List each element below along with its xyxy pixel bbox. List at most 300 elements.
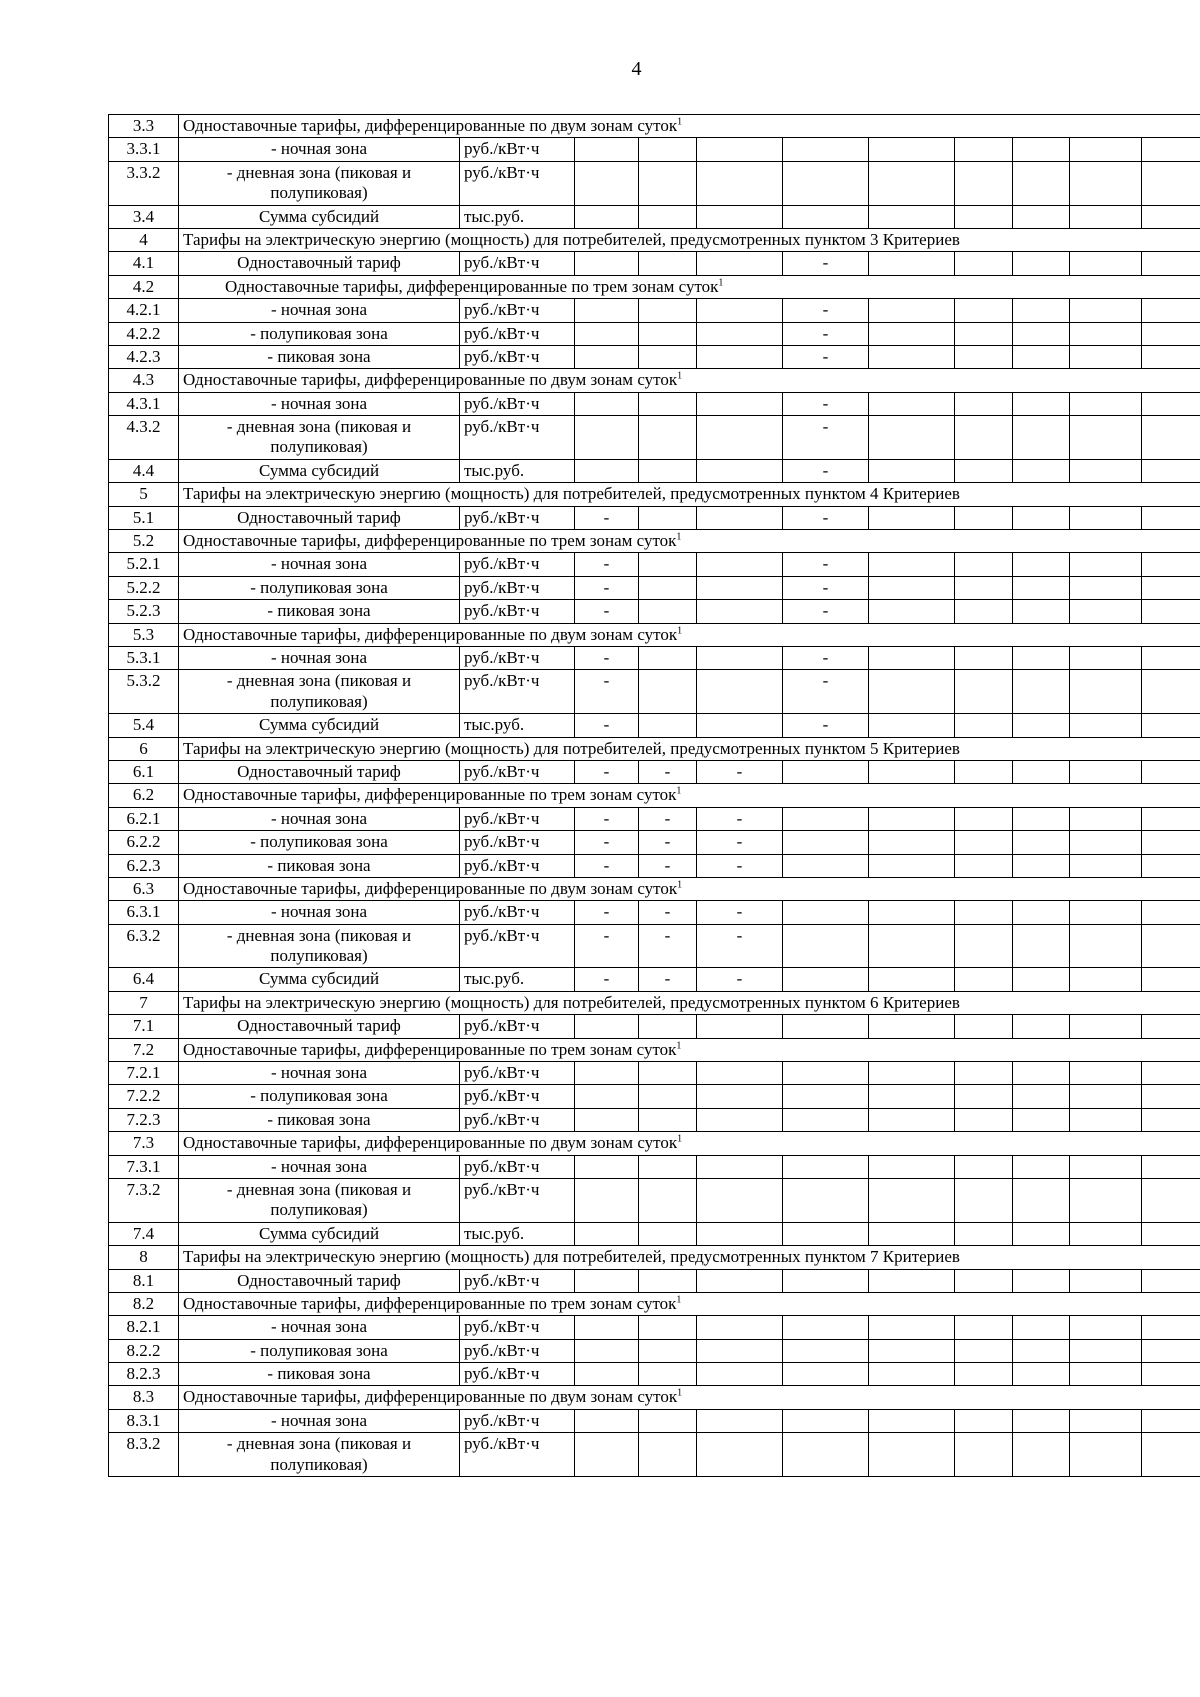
value-cell xyxy=(1013,968,1070,991)
value-cell xyxy=(1013,1433,1070,1477)
row-name: - полупиковая зона xyxy=(179,322,460,345)
value-cell xyxy=(783,831,869,854)
row-unit: руб./кВт·ч xyxy=(460,1155,575,1178)
value-cell: - xyxy=(783,459,869,482)
value-cell xyxy=(697,506,783,529)
row-name: - ночная зона xyxy=(179,553,460,576)
table-row xyxy=(109,600,1200,623)
value-cell xyxy=(955,807,1013,830)
value-cell xyxy=(1013,576,1070,599)
row-unit: руб./кВт·ч xyxy=(460,901,575,924)
value-cell xyxy=(697,392,783,415)
value-cell: - xyxy=(575,600,639,623)
value-cell xyxy=(1013,161,1070,205)
value-cell xyxy=(955,831,1013,854)
value-cell: - xyxy=(575,506,639,529)
value-cell xyxy=(1070,138,1142,161)
value-cell xyxy=(1070,345,1142,368)
value-cell xyxy=(575,1222,639,1245)
row-number: 4.3.2 xyxy=(109,416,179,460)
row-number: 7.3 xyxy=(109,1132,179,1155)
table-row xyxy=(109,1062,1200,1085)
value-cell xyxy=(697,138,783,161)
value-cell xyxy=(1070,1363,1142,1386)
table-row xyxy=(109,1178,1200,1222)
value-cell xyxy=(783,1433,869,1477)
value-cell xyxy=(639,1316,697,1339)
row-number: 6.3.2 xyxy=(109,924,179,968)
value-cell xyxy=(575,392,639,415)
value-cell xyxy=(575,416,639,460)
row-name: - ночная зона xyxy=(179,392,460,415)
value-cell xyxy=(1013,1269,1070,1292)
value-cell xyxy=(1070,831,1142,854)
value-cell xyxy=(955,968,1013,991)
section-heading-row xyxy=(109,1132,1200,1155)
value-cell xyxy=(783,1015,869,1038)
value-cell xyxy=(869,1222,955,1245)
row-number: 8.3 xyxy=(109,1386,179,1409)
table-row xyxy=(109,646,1200,669)
value-cell xyxy=(1070,854,1142,877)
value-cell xyxy=(575,205,639,228)
value-cell xyxy=(955,553,1013,576)
value-cell xyxy=(639,299,697,322)
value-cell xyxy=(575,252,639,275)
section-heading xyxy=(179,369,1200,392)
value-cell xyxy=(1142,1339,1200,1362)
row-name: Одноставочный тариф xyxy=(179,506,460,529)
section-heading-row xyxy=(109,991,1200,1014)
value-cell xyxy=(697,322,783,345)
row-number: 3.3.1 xyxy=(109,138,179,161)
row-name: Одноставочный тариф xyxy=(179,1269,460,1292)
value-cell xyxy=(1070,901,1142,924)
value-cell xyxy=(639,322,697,345)
value-cell xyxy=(1142,205,1200,228)
row-number: 7.3.2 xyxy=(109,1178,179,1222)
value-cell: - xyxy=(575,576,639,599)
row-unit: руб./кВт·ч xyxy=(460,392,575,415)
value-cell xyxy=(1013,807,1070,830)
section-heading-text: Одноставочные тарифы, дифференцированные по трем зонам суток xyxy=(225,276,719,296)
section-heading-text: Одноставочные тарифы, дифференцированные по трем зонам суток xyxy=(183,1039,677,1059)
value-cell xyxy=(783,1085,869,1108)
table-row xyxy=(109,416,1200,460)
value-cell xyxy=(697,1015,783,1038)
value-cell xyxy=(697,1155,783,1178)
row-unit: руб./кВт·ч xyxy=(460,1015,575,1038)
section-heading xyxy=(179,623,1200,646)
value-cell xyxy=(869,1085,955,1108)
value-cell xyxy=(955,1178,1013,1222)
section-heading-text: Одноставочные тарифы, дифференцированные по двум зонам суток xyxy=(183,1387,678,1407)
section-heading-text: Тарифы на электрическую энергию (мощность) для потребителей, предусмотренных пунктом 3 Критериев xyxy=(183,229,960,249)
value-cell xyxy=(869,901,955,924)
row-number: 7.3.1 xyxy=(109,1155,179,1178)
section-heading xyxy=(179,115,1200,138)
row-unit: тыс.руб. xyxy=(460,968,575,991)
footnote-mark: 1 xyxy=(677,1133,683,1145)
value-cell xyxy=(639,646,697,669)
tariff-table-body xyxy=(109,115,1200,1477)
value-cell xyxy=(955,576,1013,599)
footnote-mark: 1 xyxy=(677,624,683,636)
value-cell xyxy=(1013,760,1070,783)
row-number: 6.2.2 xyxy=(109,831,179,854)
value-cell: - xyxy=(639,924,697,968)
value-cell xyxy=(639,1178,697,1222)
value-cell xyxy=(639,600,697,623)
row-name: Сумма субсидий xyxy=(179,1222,460,1245)
row-name: - пиковая зона xyxy=(179,345,460,368)
row-unit: тыс.руб. xyxy=(460,459,575,482)
value-cell xyxy=(575,1178,639,1222)
table-row xyxy=(109,760,1200,783)
value-cell xyxy=(1013,1363,1070,1386)
footnote-mark: 1 xyxy=(677,370,683,382)
value-cell xyxy=(1070,553,1142,576)
table-row xyxy=(109,714,1200,737)
table-row xyxy=(109,901,1200,924)
value-cell xyxy=(1142,553,1200,576)
value-cell: - xyxy=(697,854,783,877)
row-unit: руб./кВт·ч xyxy=(460,1108,575,1131)
value-cell xyxy=(955,1108,1013,1131)
value-cell xyxy=(1142,1155,1200,1178)
section-heading xyxy=(179,1292,1200,1315)
footnote-mark: 1 xyxy=(676,1294,682,1306)
value-cell xyxy=(639,1155,697,1178)
value-cell xyxy=(1070,1433,1142,1477)
value-cell xyxy=(697,1108,783,1131)
table-row xyxy=(109,553,1200,576)
value-cell xyxy=(575,459,639,482)
value-cell xyxy=(1142,1316,1200,1339)
value-cell xyxy=(1013,831,1070,854)
row-name: Сумма субсидий xyxy=(179,968,460,991)
table-row xyxy=(109,299,1200,322)
value-cell: - xyxy=(575,901,639,924)
row-number: 7 xyxy=(109,991,179,1014)
row-unit: руб./кВт·ч xyxy=(460,1339,575,1362)
value-cell xyxy=(575,1062,639,1085)
row-name: Одноставочный тариф xyxy=(179,252,460,275)
section-heading xyxy=(179,1386,1200,1409)
value-cell xyxy=(575,1363,639,1386)
table-row xyxy=(109,854,1200,877)
section-heading-row xyxy=(109,228,1200,251)
value-cell xyxy=(1142,576,1200,599)
section-heading xyxy=(179,784,1200,807)
value-cell xyxy=(1142,1433,1200,1477)
value-cell xyxy=(783,854,869,877)
section-heading-row xyxy=(109,530,1200,553)
value-cell xyxy=(1070,1409,1142,1432)
table-row xyxy=(109,1339,1200,1362)
row-number: 3.3 xyxy=(109,115,179,138)
value-cell xyxy=(869,392,955,415)
value-cell xyxy=(639,392,697,415)
value-cell xyxy=(783,138,869,161)
value-cell xyxy=(575,1085,639,1108)
value-cell xyxy=(1070,760,1142,783)
value-cell xyxy=(1142,1015,1200,1038)
value-cell xyxy=(869,322,955,345)
value-cell xyxy=(1013,1339,1070,1362)
value-cell xyxy=(955,1363,1013,1386)
value-cell xyxy=(1013,459,1070,482)
value-cell xyxy=(1070,299,1142,322)
value-cell xyxy=(639,161,697,205)
row-unit: руб./кВт·ч xyxy=(460,576,575,599)
value-cell xyxy=(869,968,955,991)
row-unit: руб./кВт·ч xyxy=(460,1085,575,1108)
value-cell xyxy=(783,1339,869,1362)
row-unit: тыс.руб. xyxy=(460,205,575,228)
value-cell xyxy=(575,322,639,345)
value-cell xyxy=(869,646,955,669)
value-cell xyxy=(1013,392,1070,415)
row-name: - ночная зона xyxy=(179,299,460,322)
row-number: 4.2 xyxy=(109,275,179,298)
row-number: 8.3.2 xyxy=(109,1433,179,1477)
row-unit: руб./кВт·ч xyxy=(460,1062,575,1085)
value-cell xyxy=(639,576,697,599)
section-heading-text: Тарифы на электрическую энергию (мощность) для потребителей, предусмотренных пунктом 5 Критериев xyxy=(183,738,960,758)
row-unit: руб./кВт·ч xyxy=(460,831,575,854)
value-cell xyxy=(1013,205,1070,228)
value-cell xyxy=(697,1085,783,1108)
row-unit: руб./кВт·ч xyxy=(460,299,575,322)
value-cell xyxy=(869,1409,955,1432)
value-cell: - xyxy=(697,901,783,924)
row-number: 4.3 xyxy=(109,369,179,392)
value-cell: - xyxy=(783,506,869,529)
value-cell xyxy=(1142,646,1200,669)
value-cell xyxy=(869,299,955,322)
table-row xyxy=(109,1409,1200,1432)
row-unit: руб./кВт·ч xyxy=(460,553,575,576)
value-cell xyxy=(639,138,697,161)
value-cell: - xyxy=(697,968,783,991)
row-name: - пиковая зона xyxy=(179,1108,460,1131)
value-cell xyxy=(869,670,955,714)
value-cell xyxy=(1142,322,1200,345)
row-unit: руб./кВт·ч xyxy=(460,1316,575,1339)
value-cell: - xyxy=(783,416,869,460)
value-cell: - xyxy=(639,901,697,924)
section-heading-row xyxy=(109,784,1200,807)
table-row xyxy=(109,924,1200,968)
value-cell xyxy=(697,1409,783,1432)
value-cell xyxy=(697,459,783,482)
table-row xyxy=(109,1363,1200,1386)
section-heading-row xyxy=(109,737,1200,760)
value-cell xyxy=(697,1363,783,1386)
row-unit: руб./кВт·ч xyxy=(460,138,575,161)
section-heading-row xyxy=(109,1246,1200,1269)
row-number: 5.2.3 xyxy=(109,600,179,623)
table-row xyxy=(109,459,1200,482)
value-cell xyxy=(575,1108,639,1131)
value-cell xyxy=(1142,1108,1200,1131)
row-unit: руб./кВт·ч xyxy=(460,1409,575,1432)
table-row xyxy=(109,807,1200,830)
value-cell xyxy=(1013,1155,1070,1178)
value-cell xyxy=(639,1363,697,1386)
value-cell xyxy=(1070,1108,1142,1131)
row-number: 8.2.1 xyxy=(109,1316,179,1339)
section-heading xyxy=(179,275,1200,298)
value-cell: - xyxy=(575,646,639,669)
value-cell xyxy=(1013,322,1070,345)
value-cell: - xyxy=(575,968,639,991)
value-cell: - xyxy=(639,968,697,991)
value-cell xyxy=(1142,416,1200,460)
row-name: Сумма субсидий xyxy=(179,205,460,228)
value-cell xyxy=(1142,252,1200,275)
value-cell xyxy=(869,252,955,275)
section-heading xyxy=(179,1132,1200,1155)
value-cell xyxy=(1070,924,1142,968)
value-cell xyxy=(1013,924,1070,968)
row-number: 7.2 xyxy=(109,1038,179,1061)
value-cell xyxy=(955,322,1013,345)
row-name: - пиковая зона xyxy=(179,854,460,877)
row-unit: руб./кВт·ч xyxy=(460,1363,575,1386)
row-number: 8.2.2 xyxy=(109,1339,179,1362)
value-cell xyxy=(639,1062,697,1085)
row-name: - ночная зона xyxy=(179,1155,460,1178)
value-cell xyxy=(1013,416,1070,460)
row-name: - дневная зона (пиковая и полупиковая) xyxy=(179,924,460,968)
value-cell xyxy=(1070,161,1142,205)
row-name: - дневная зона (пиковая и полупиковая) xyxy=(179,1433,460,1477)
value-cell: - xyxy=(575,670,639,714)
value-cell xyxy=(697,600,783,623)
row-number: 8.1 xyxy=(109,1269,179,1292)
row-number: 5.2.2 xyxy=(109,576,179,599)
footnote-mark: 1 xyxy=(718,277,724,289)
value-cell xyxy=(955,1316,1013,1339)
value-cell xyxy=(697,1178,783,1222)
value-cell: - xyxy=(783,252,869,275)
value-cell xyxy=(1070,1015,1142,1038)
table-row xyxy=(109,1085,1200,1108)
row-name: Одноставочный тариф xyxy=(179,760,460,783)
value-cell xyxy=(575,345,639,368)
value-cell xyxy=(1013,345,1070,368)
row-number: 6.3 xyxy=(109,877,179,900)
footnote-mark: 1 xyxy=(676,531,682,543)
value-cell xyxy=(1142,760,1200,783)
value-cell xyxy=(955,252,1013,275)
value-cell xyxy=(1070,576,1142,599)
row-name: - пиковая зона xyxy=(179,1363,460,1386)
value-cell xyxy=(1142,138,1200,161)
value-cell xyxy=(639,1433,697,1477)
value-cell xyxy=(955,1015,1013,1038)
row-number: 8.2.3 xyxy=(109,1363,179,1386)
value-cell xyxy=(1070,1316,1142,1339)
table-row xyxy=(109,506,1200,529)
value-cell xyxy=(697,161,783,205)
table-row xyxy=(109,161,1200,205)
row-number: 4.2.2 xyxy=(109,322,179,345)
value-cell xyxy=(1070,670,1142,714)
row-number: 5.3.2 xyxy=(109,670,179,714)
section-heading xyxy=(179,483,1200,506)
section-heading-text: Одноставочные тарифы, дифференцированные по двум зонам суток xyxy=(183,116,678,135)
value-cell xyxy=(1070,714,1142,737)
row-unit: руб./кВт·ч xyxy=(460,506,575,529)
value-cell xyxy=(1013,553,1070,576)
value-cell xyxy=(1142,1085,1200,1108)
section-heading-row xyxy=(109,877,1200,900)
section-heading xyxy=(179,991,1200,1014)
footnote-mark: 1 xyxy=(677,879,683,891)
value-cell xyxy=(639,459,697,482)
row-number: 6.2.3 xyxy=(109,854,179,877)
value-cell xyxy=(639,670,697,714)
table-row xyxy=(109,205,1200,228)
value-cell: - xyxy=(639,854,697,877)
table-row xyxy=(109,1155,1200,1178)
table-row xyxy=(109,1316,1200,1339)
value-cell xyxy=(697,205,783,228)
value-cell xyxy=(869,576,955,599)
footnote-mark: 1 xyxy=(676,1039,682,1051)
value-cell xyxy=(639,714,697,737)
row-number: 7.2.1 xyxy=(109,1062,179,1085)
value-cell xyxy=(955,205,1013,228)
section-heading-row xyxy=(109,275,1200,298)
value-cell xyxy=(1142,854,1200,877)
value-cell xyxy=(869,1316,955,1339)
value-cell xyxy=(1070,807,1142,830)
section-heading-row xyxy=(109,1292,1200,1315)
row-number: 4.2.3 xyxy=(109,345,179,368)
value-cell xyxy=(639,345,697,368)
value-cell xyxy=(955,299,1013,322)
value-cell xyxy=(1070,1222,1142,1245)
value-cell xyxy=(1070,459,1142,482)
table-row xyxy=(109,1222,1200,1245)
value-cell xyxy=(639,1222,697,1245)
section-heading-text: Одноставочные тарифы, дифференцированные по двум зонам суток xyxy=(183,1133,678,1153)
value-cell: - xyxy=(783,600,869,623)
value-cell xyxy=(575,1433,639,1477)
value-cell: - xyxy=(639,831,697,854)
table-row xyxy=(109,1433,1200,1477)
section-heading-text: Тарифы на электрическую энергию (мощность) для потребителей, предусмотренных пунктом 4 Критериев xyxy=(183,484,960,504)
row-unit: руб./кВт·ч xyxy=(460,345,575,368)
value-cell xyxy=(783,205,869,228)
row-number: 5.2.1 xyxy=(109,553,179,576)
value-cell: - xyxy=(575,553,639,576)
value-cell xyxy=(1070,252,1142,275)
value-cell xyxy=(783,1222,869,1245)
row-number: 6.4 xyxy=(109,968,179,991)
value-cell xyxy=(955,670,1013,714)
value-cell xyxy=(869,506,955,529)
row-number: 7.2.3 xyxy=(109,1108,179,1131)
value-cell xyxy=(783,1316,869,1339)
value-cell xyxy=(1070,1085,1142,1108)
value-cell xyxy=(955,1409,1013,1432)
value-cell xyxy=(1070,1339,1142,1362)
